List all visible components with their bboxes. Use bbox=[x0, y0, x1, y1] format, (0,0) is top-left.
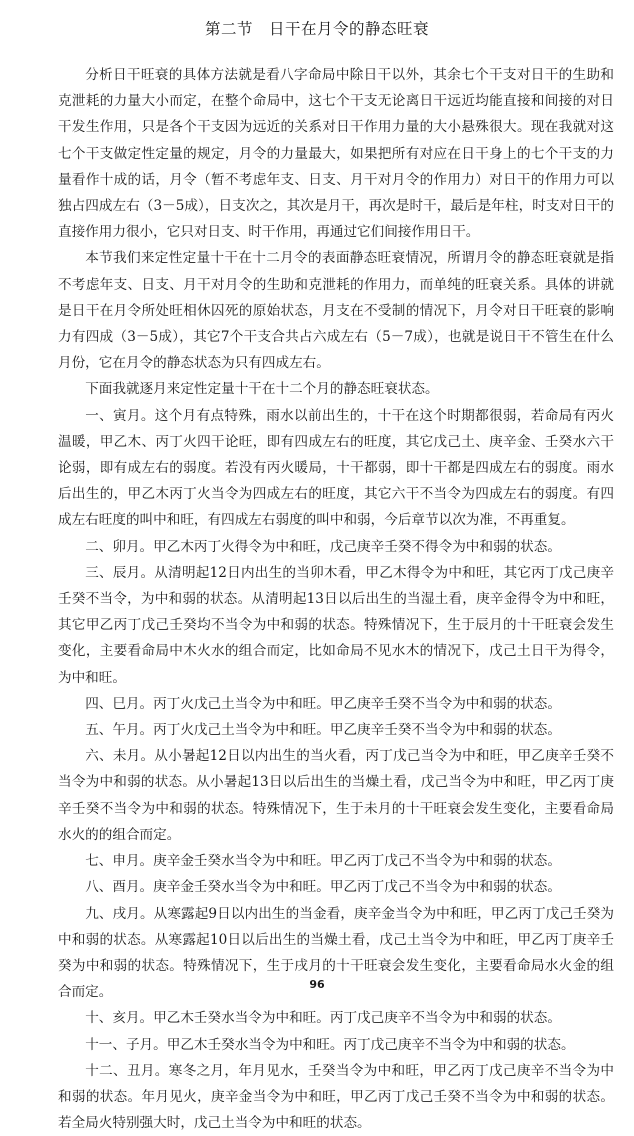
paragraph-month-zi: 十一、子月。甲乙木壬癸水当令为中和旺。丙丁戊己庚辛不当令为中和弱的状态。 bbox=[85, 1036, 575, 1053]
paragraph-month-si: 四、巳月。丙丁火戊己土当令为中和旺。甲乙庚辛壬癸不当令为中和弱的状态。 bbox=[85, 695, 561, 712]
paragraph-month-shen: 七、申月。庚辛金壬癸水当令为中和旺。甲乙丙丁戊己不当令为中和弱的状态。 bbox=[85, 853, 561, 870]
paragraph-definition: 本节我们来定性定量十干在十二月令的表面静态旺衰情况，所谓月令的静态旺衰就是指不考虑年支、日支、月干对月令的生助和克泄耗的作用力，而单纯的旺衰关系。具体的讲就是日干在月令所处旺相休囚死的原始状态，月支在不受制的情况下，月令对日干旺衰的影响力有四成（3－5成），其它7个干支合共占六成左右（5－7成），也就是说日干不管生在什么月份，它在月令的静态状态为只有四成左右。 bbox=[58, 250, 614, 372]
paragraph-month-wei: 六、未月。从小暑起12日以内出生的当火看，丙丁戊己当令为中和旺，甲乙庚辛壬癸不当令为中和弱的状态。从小暑起13日以后出生的当燥土看，戊己当令为中和旺，甲乙丙丁庚辛壬癸不当令为中和弱的状态。特殊情况下，生于未月的十干旺衰会发生变化，主要看命局水火的的组合而定。 bbox=[58, 748, 614, 843]
paragraph-month-mao: 二、卯月。甲乙木丙丁火得令为中和旺，戊己庚辛壬癸不得令为中和弱的状态。 bbox=[85, 538, 561, 555]
body-text bbox=[58, 62, 614, 1136]
paragraph-month-wu: 五、午月。丙丁火戊己土当令为中和旺。甲乙庚辛壬癸不当令为中和弱的状态。 bbox=[85, 722, 561, 739]
paragraph-intro: 分析日干旺衰的具体方法就是看八字命局中除日干以外，其余七个干支对日干的生助和克泄耗的力量大小而定，在整个命局中，这七个干支无论离日干远近均能直接和间接的对日干发生作用，只是各个干支因为远近的关系对日干作用力量的大小悬殊很大。现在我就对这七个干支做定性定量的规定，月令的力量最大，如果把所有对应在日干身上的七个干支的力量看作十成的话，月令（暂不考虑年支、日支、月干对月令的作用力）对日干的作用力可以独占四成左右（3－5成），日支次之，其次是月干，再次是时干，最后是年柱，时支对日干的直接作用力很小，它只对日支、时干作用，再通过它们间接作用日干。 bbox=[58, 67, 614, 241]
paragraph-lead-in: 下面我就逐月来定性定量十干在十二个月的静态旺衰状态。 bbox=[85, 381, 439, 398]
section-title: 第二节 日干在月令的静态旺衰 bbox=[204, 20, 429, 38]
paragraph-month-chen: 三、辰月。从清明起12日内出生的当卯木看，甲乙木得令为中和旺，其它丙丁戊己庚辛壬癸不当令，为中和弱的状态。从清明起13日以后出生的当湿土看，庚辛金得令为中和旺，其它甲乙丙丁戊己壬癸均不当令为中和弱的状态。特殊情况下，生于辰月的十干旺衰会发生变化，主要看命局中木火水的组合而定，比如命局不见水木的情况下，戊己土日干为得令，为中和旺。 bbox=[58, 564, 614, 686]
page-number: 96 bbox=[309, 978, 325, 991]
paragraph-month-yin: 一、寅月。这个月有点特殊，雨水以前出生的，十干在这个时期都很弱，若命局有丙火温暖，甲乙木、丙丁火四干论旺，即有四成左右的旺度，其它戊己土、庚辛金、壬癸水六干论弱，即有成左右的弱度。若没有丙火暖局，十干都弱，即十干都是四成左右的弱度。雨水后出生的，甲乙木丙丁火当令为四成左右的旺度，其它六干不当令为四成左右的弱度。有四成左右旺度的叫中和旺，有四成左右弱度的叫中和弱，今后章节以次为准，不再重复。 bbox=[58, 407, 614, 529]
paragraph-month-chou: 十二、丑月。寒冬之月，年月见水，壬癸当令为中和旺，甲乙丙丁戊己庚辛不当令为中和弱的状态。年月见火，庚辛金当令为中和旺，甲乙丙丁戊己壬癸不当令为中和弱的状态。若全局火特别强大时，戊己土当令为中和旺的状态。 bbox=[58, 1062, 614, 1132]
paragraph-month-you: 八、酉月。庚辛金壬癸水当令为中和旺。甲乙丙丁戊己不当令为中和弱的状态。 bbox=[85, 879, 561, 896]
paragraph-month-xu: 九、戌月。从寒露起9日以内出生的当金看，庚辛金当令为中和旺，甲乙丙丁戊己壬癸为中和弱的状态。从寒露起10日以后出生的当燥土看，戊己土当令为中和旺，甲乙丙丁庚辛壬癸为中和弱的状态。特殊情况下，生于戌月的十干旺衰会发生变化，主要看命局水火金的组合而定。 bbox=[58, 905, 614, 1001]
paragraph-month-hai: 十、亥月。甲乙木壬癸水当令为中和旺。丙丁戊己庚辛不当令为中和弱的状态。 bbox=[85, 1010, 561, 1027]
